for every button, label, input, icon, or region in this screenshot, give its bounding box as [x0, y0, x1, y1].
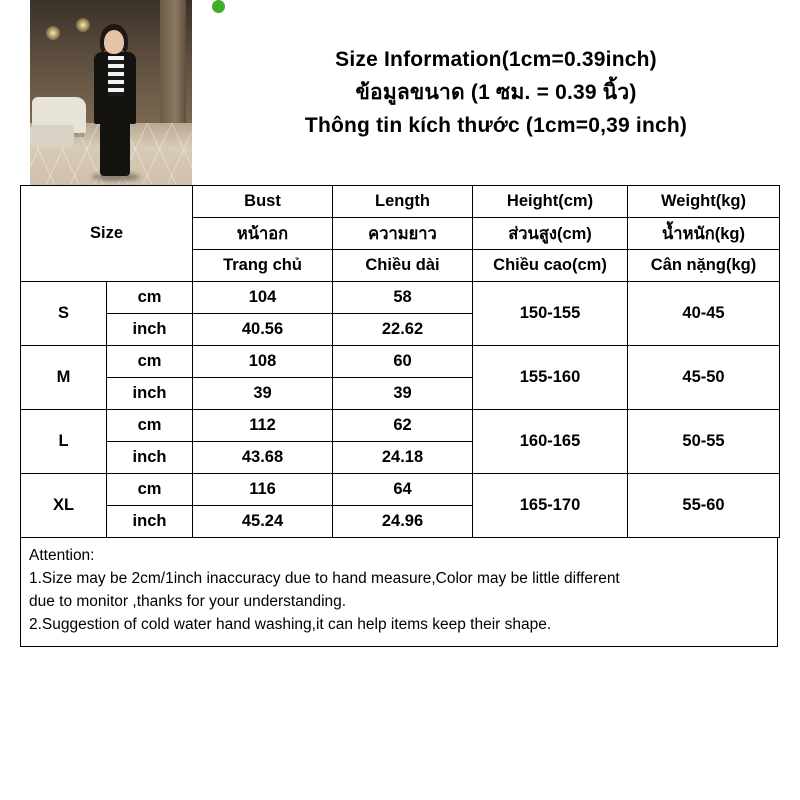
cell-length-cm: 62 — [333, 410, 473, 442]
attention-line-3: 2.Suggestion of cold water hand washing,it can help items keep their shape. — [29, 616, 552, 633]
col-header-length-vi: Chiều dài — [333, 250, 473, 282]
row-size-label: L — [21, 410, 107, 474]
title-line-en: Size Information(1cm=0.39inch) — [335, 48, 657, 71]
attention-box — [20, 538, 778, 647]
photo-model-legs — [100, 118, 130, 176]
cell-length-inch: 24.96 — [333, 506, 473, 538]
col-header-height-en: Height(cm) — [473, 186, 628, 218]
title-line-th: ข้อมูลขนาด (1 ซม. = 0.39 นิ้ว) — [355, 81, 637, 104]
cell-length-inch: 24.18 — [333, 442, 473, 474]
size-table — [20, 185, 780, 538]
cell-bust-inch: 40.56 — [193, 314, 333, 346]
cell-bust-inch: 39 — [193, 378, 333, 410]
cell-bust-inch: 43.68 — [193, 442, 333, 474]
product-photo — [30, 0, 192, 185]
table-row — [21, 474, 780, 506]
title-line-vi: Thông tin kích thước (1cm=0,39 inch) — [304, 114, 688, 137]
cell-height: 155-160 — [473, 346, 628, 410]
cell-bust-cm: 104 — [193, 282, 333, 314]
row-unit-cm: cm — [107, 474, 193, 506]
row-unit-inch: inch — [107, 378, 193, 410]
cell-bust-cm: 112 — [193, 410, 333, 442]
cell-height: 150-155 — [473, 282, 628, 346]
photo-lamp-icon — [46, 26, 60, 40]
size-header-cell: Size — [21, 186, 193, 282]
row-size-label: M — [21, 346, 107, 410]
attention-heading: Attention: — [29, 547, 95, 564]
col-header-bust-vi: Trang chủ — [193, 250, 333, 282]
col-header-weight-th: น้ำหนัก(kg) — [628, 218, 780, 250]
col-header-weight-en: Weight(kg) — [628, 186, 780, 218]
attention-line-2: due to monitor ,thanks for your understanding. — [29, 593, 347, 610]
cell-length-inch: 22.62 — [333, 314, 473, 346]
col-header-height-th: ส่วนสูง(cm) — [473, 218, 628, 250]
row-unit-inch: inch — [107, 314, 193, 346]
cell-length-inch: 39 — [333, 378, 473, 410]
col-header-length-en: Length — [333, 186, 473, 218]
cell-weight: 55-60 — [628, 474, 780, 538]
photo-lamp-icon — [76, 18, 90, 32]
attention-line-1: 1.Size may be 2cm/1inch inaccuracy due to hand measure,Color may be little different — [29, 570, 620, 587]
cell-height: 160-165 — [473, 410, 628, 474]
cell-length-cm: 64 — [333, 474, 473, 506]
title-block — [192, 0, 800, 185]
row-unit-cm: cm — [107, 282, 193, 314]
row-unit-cm: cm — [107, 346, 193, 378]
col-header-length-th: ความยาว — [333, 218, 473, 250]
cell-weight: 50-55 — [628, 410, 780, 474]
cell-weight: 45-50 — [628, 346, 780, 410]
cell-height: 165-170 — [473, 474, 628, 538]
table-header-row-en — [21, 186, 780, 218]
cell-length-cm: 58 — [333, 282, 473, 314]
row-unit-inch: inch — [107, 442, 193, 474]
col-header-height-vi: Chiều cao(cm) — [473, 250, 628, 282]
cell-bust-cm: 108 — [193, 346, 333, 378]
photo-model-head — [104, 30, 124, 54]
photo-pillar — [160, 0, 186, 132]
cell-bust-inch: 45.24 — [193, 506, 333, 538]
footer-spacer — [0, 647, 800, 707]
cell-weight: 40-45 — [628, 282, 780, 346]
photo-model-striped-top — [108, 56, 124, 96]
col-header-bust-th: หน้าอก — [193, 218, 333, 250]
row-unit-inch: inch — [107, 506, 193, 538]
header — [0, 0, 800, 185]
col-header-bust-en: Bust — [193, 186, 333, 218]
row-unit-cm: cm — [107, 410, 193, 442]
table-row — [21, 282, 780, 314]
cell-length-cm: 60 — [333, 346, 473, 378]
photo-ottoman — [30, 125, 74, 147]
row-size-label: XL — [21, 474, 107, 538]
col-header-weight-vi: Cân nặng(kg) — [628, 250, 780, 282]
row-size-label: S — [21, 282, 107, 346]
cell-bust-cm: 116 — [193, 474, 333, 506]
table-row — [21, 346, 780, 378]
table-row — [21, 410, 780, 442]
green-dot-marker — [212, 0, 225, 13]
